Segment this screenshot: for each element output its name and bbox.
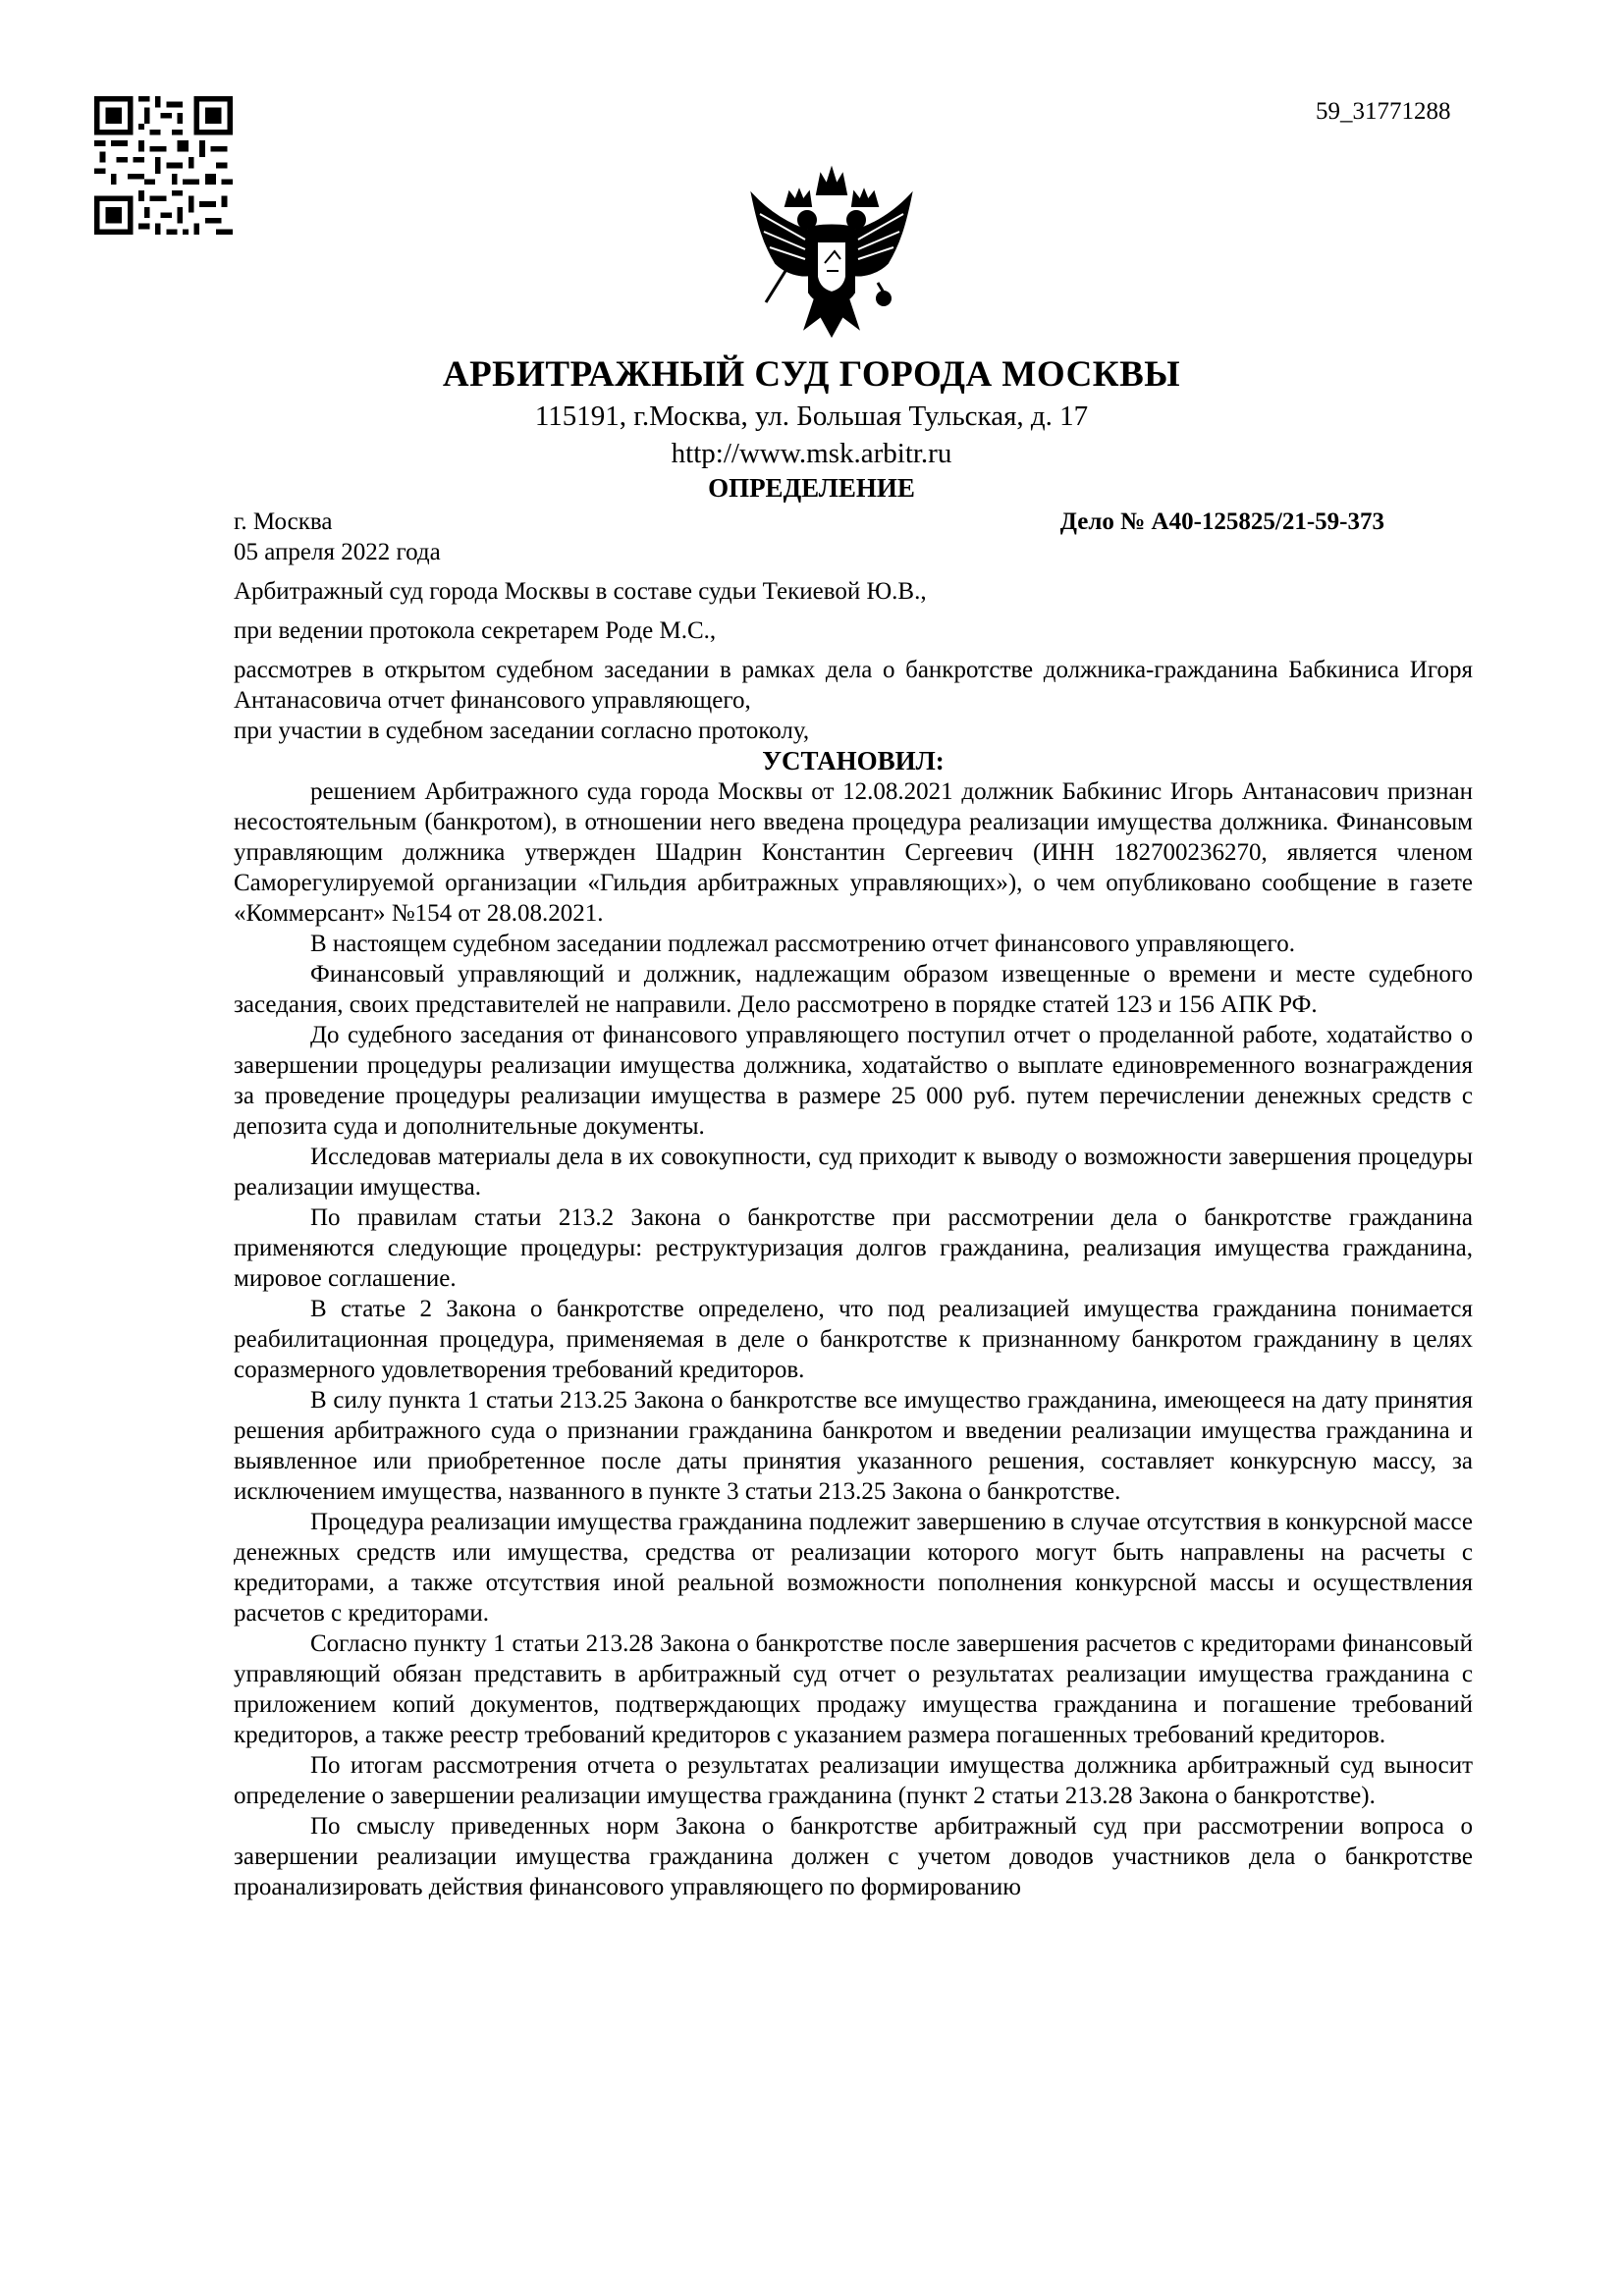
case-number: Дело № А40-125825/21-59-373 [1059,508,1384,535]
paragraph: решением Арбитражного суда города Москвы от 12.08.2021 должник Бабкинис Игорь Антанасович признан несостоятельным (банкротом), в отношении него введена процедура реализации имущества должника. Финансовым управляющим должника утвержден Шадрин Константин Сергеевич (ИНН 182700236270, является членом Саморегулируемой организации «Гильдия арбитражных управляющих»), о чем опубликовано сообщение в газете «Коммерсант» №154 от 28.08.2021. [234,778,1473,927]
court-address: 115191, г.Москва, ул. Большая Тульская, д. 17 [534,400,1089,432]
paragraph: В настоящем судебном заседании подлежал рассмотрению отчет финансового управляющего. [310,931,1295,957]
paragraph: По итогам рассмотрения отчета о результатах реализации имущества должника арбитражный суд выносит определение о завершении реализации имущества гражданина (пункт 2 статьи 213.28 Закона о банкротстве). [234,1752,1473,1809]
document-id: 59_31771288 [1316,98,1451,125]
document-body [234,507,1473,1902]
court-name: АРБИТРАЖНЫЙ СУД ГОРОДА МОСКВЫ [442,354,1181,395]
intro-line: Арбитражный суд города Москвы в составе судьи Текиевой Ю.В., [234,578,927,605]
city-case-row [234,507,1473,537]
intro-line: рассмотрев в открытом судебном заседании в рамках дела о банкротстве должника-гражданина Бабкиниса Игоря Антанасовича отчет финансового управляющего, [234,657,1473,714]
paragraph: Исследовав материалы дела в их совокупности, суд приходит к выводу о возможности завершения процедуры реализации имущества. [234,1144,1473,1201]
paragraph: Процедура реализации имущества гражданина подлежит завершению в случае отсутствия в конкурсной массе денежных средств или имущества, средства от реализации которого могут быть направлены на расчеты с кредиторами, а также отсутствия иной реальной возможности пополнения конкурсной массы и осуществления расчетов с кредиторами. [234,1509,1473,1627]
coat-of-arms-icon [746,155,917,342]
paragraph: До судебного заседания от финансового управляющего поступил отчет о проделанной работе, ходатайство о завершении процедуры реализации имущества должника, ходатайство о выплате единовременного вознаграждения за проведение процедуры реализации имущества в размере 25 000 руб. путем перечислении денежных средств с депозита суда и дополнительные документы. [234,1022,1473,1140]
intro-line: при ведении протокола секретарем Роде М.С., [234,617,717,644]
city: г. Москва [234,508,333,535]
paragraph: По смыслу приведенных норм Закона о банкротстве арбитражный суд при рассмотрении вопроса о завершении реализации имущества гражданина должен с учетом доводов участников дела о банкротстве проанализировать действия финансового управляющего по формированию [234,1813,1473,1900]
paragraph: Финансовый управляющий и должник, надлежащим образом извещенные о времени и месте судебного заседания, своих представителей не направили. Дело рассмотрено в порядке статей 123 и 156 АПК РФ. [234,961,1473,1018]
qr-code [94,96,233,235]
paragraph: По правилам статьи 213.2 Закона о банкротстве при рассмотрении дела о банкротстве гражданина применяются следующие процедуры: реструктуризация долгов гражданина, реализация имущества гражданина, мировое соглашение. [234,1204,1473,1292]
court-website[interactable]: http://www.msk.arbitr.ru [671,438,952,469]
paragraph: Согласно пункту 1 статьи 213.28 Закона о банкротстве после завершения расчетов с кредиторами финансовый управляющий обязан представить в арбитражный суд отчет о результатах реализации имущества гражданина с приложением копий документов, подтверждающих продажу имущества гражданина и погашение требований кредиторов, а также реестр требований кредиторов с указанием размера погашенных требований кредиторов. [234,1630,1473,1748]
intro-line: при участии в судебном заседании согласно протоколу, [234,718,810,744]
paragraph: В статье 2 Закона о банкротстве определено, что под реализацией имущества гражданина понимается реабилитационная процедура, применяемая в деле о банкротстве к признанному банкротом гражданину в целях соразмерного удовлетворения требований кредиторов. [234,1296,1473,1383]
paragraph: В силу пункта 1 статьи 213.25 Закона о банкротстве все имущество гражданина, имеющееся на дату принятия решения арбитражного суда о признании гражданина банкротом и введении реализации имущества гражданина и выявленное или приобретенное после даты принятия указанного решения, составляет конкурсную массу, за исключением имущества, названного в пункте 3 статьи 213.25 Закона о банкротстве. [234,1387,1473,1505]
section-title: УСТАНОВИЛ: [762,746,945,775]
document-type: ОПРЕДЕЛЕНИЕ [708,473,915,503]
document-date: 05 апреля 2022 года [234,539,441,565]
